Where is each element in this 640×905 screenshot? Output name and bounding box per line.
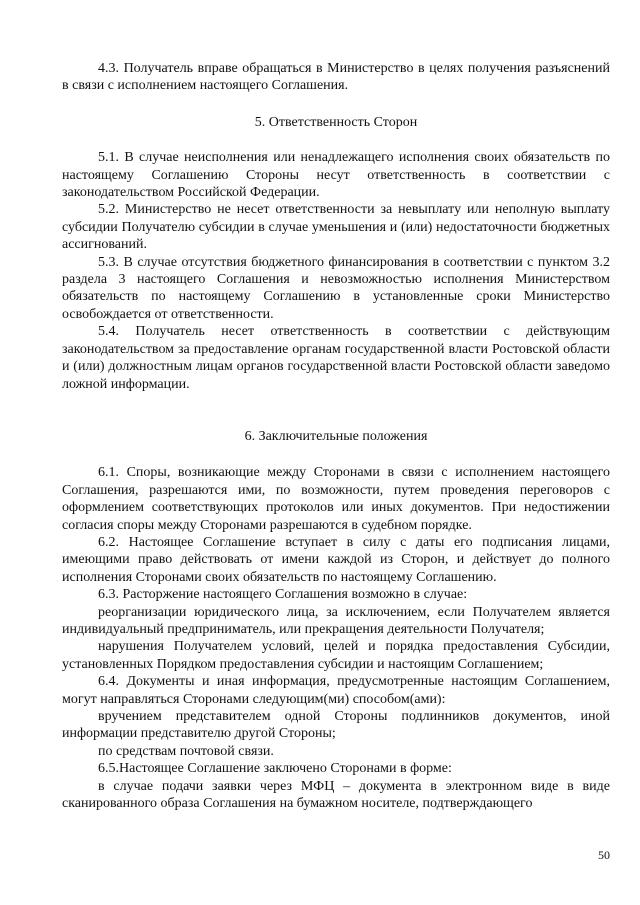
paragraph-6-4-item-post: по средствам почтовой связи. bbox=[98, 743, 274, 759]
paragraph-5-1: 5.1. В случае неисполнения или ненадлежащего исполнения своих обязательств по настоящему Соглашению Стороны несут ответственность в соответствии с законодательством Российской Федерации. bbox=[62, 150, 610, 201]
paragraph-6-4-item-delivery: вручением представителем одной Стороны подлинников документов, иной информации представителю другой Стороны; bbox=[62, 709, 610, 742]
paragraph-6-3-item-violation: нарушения Получателем условий, целей и порядка предоставления Субсидии, установленных Порядком предоставления субсидии и настоящим Соглашением; bbox=[62, 639, 610, 672]
section-6-title: 6. Заключительные положения bbox=[244, 428, 428, 444]
page-number: 50 bbox=[598, 848, 610, 862]
paragraph-6-5: 6.5.Настоящее Соглашение заключено Сторонами в форме: bbox=[98, 761, 452, 777]
paragraph-6-1: 6.1. Споры, возникающие между Сторонами в связи с исполнением настоящего Соглашения, разрешаются ими, по возможности, путем проведения переговоров с оформлением соответствующих протоколов или иных документов. При недостижении согласия споры между Сторонами разрешаются в судебном порядке. bbox=[62, 465, 610, 533]
document-body bbox=[62, 60, 610, 812]
paragraph-6-2: 6.2. Настоящее Соглашение вступает в силу с даты его подписания лицами, имеющими право действовать от имени каждой из Сторон, и действует до полного исполнения Сторонами своих обязательств по настоящему Соглашению. bbox=[62, 534, 610, 585]
paragraph-6-4: 6.4. Документы и иная информация, предусмотренные настоящим Соглашением, могут направляться Сторонами следующим(ми) способом(ами): bbox=[62, 674, 610, 707]
section-5-title: 5. Ответственность Сторон bbox=[254, 114, 418, 130]
paragraph-6-5-item-mfc: в случае подачи заявки через МФЦ – документа в электронном виде в виде сканированного образа Соглашения на бумажном носителе, подтверждающего bbox=[62, 778, 610, 812]
paragraph-6-3-item-reorganization: реорганизации юридического лица, за исключением, если Получателем является индивидуальный предприниматель, или прекращения деятельности Получателя; bbox=[62, 604, 610, 637]
paragraph-5-3: 5.3. В случае отсутствия бюджетного финансирования в соответствии с пунктом 3.2 раздела 3 настоящего Соглашения и невозможностью исполнения Министерством обязательств по настоящему Соглашению в установленные сроки Министерство освобождается от ответственности. bbox=[62, 254, 610, 322]
paragraph-5-2: 5.2. Министерство не несет ответственности за невыплату или неполную выплату субсидии Получателю субсидии в случае уменьшения и (или) недостаточности бюджетных ассигнований. bbox=[62, 202, 610, 253]
paragraph-4-3: 4.3. Получатель вправе обращаться в Министерство в целях получения разъяснений в связи с исполнением настоящего Соглашения. bbox=[62, 61, 610, 94]
paragraph-6-3: 6.3. Расторжение настоящего Соглашения возможно в случае: bbox=[98, 587, 468, 603]
paragraph-5-4: 5.4. Получатель несет ответственность в соответствии с действующим законодательством за предоставление органам государственной власти Ростовской области и (или) должностным лицам органов государственной власти Ростовской области заведомо ложной информации. bbox=[62, 324, 610, 392]
